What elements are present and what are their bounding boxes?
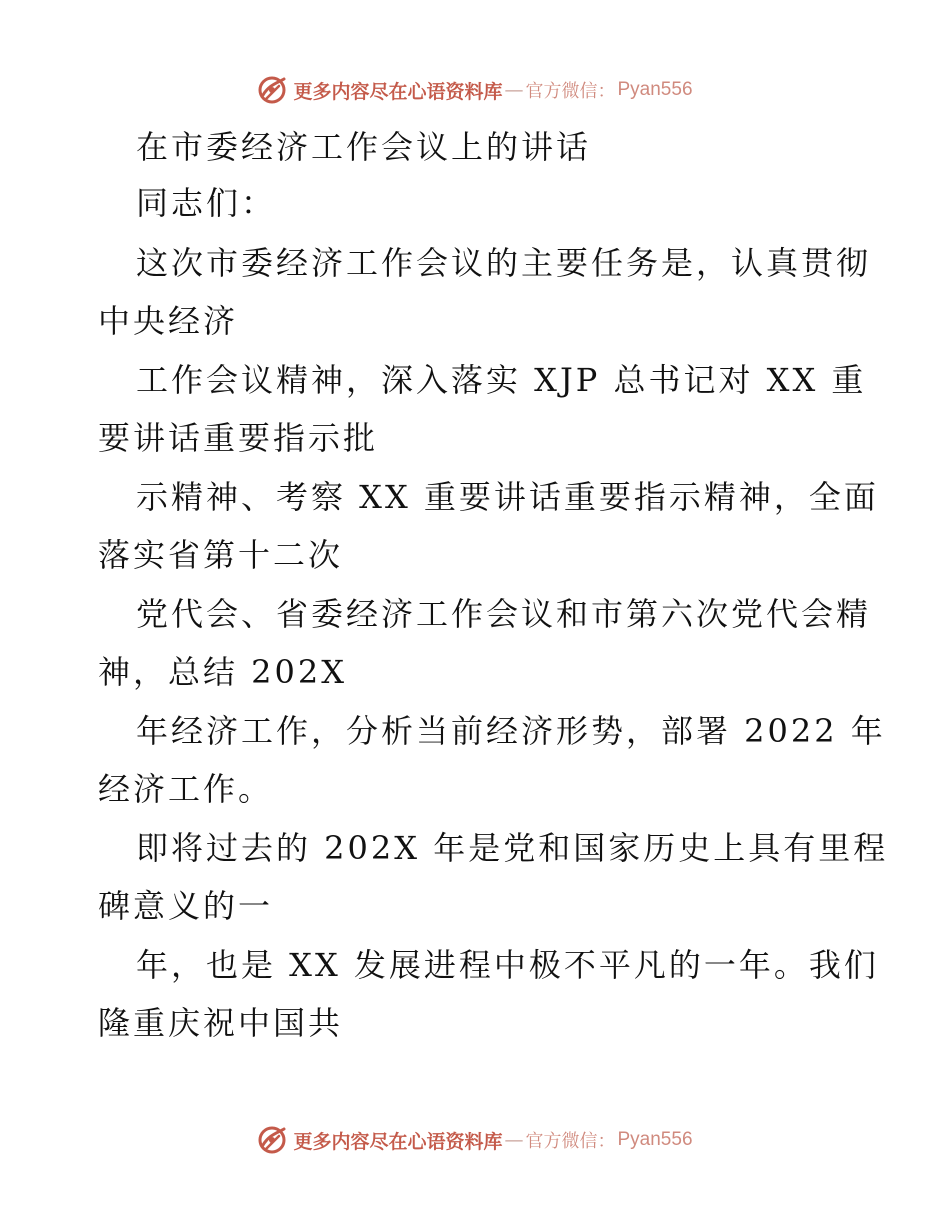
paragraph-line: 年经济工作，分析当前经济形势，部署 2022 年 bbox=[136, 712, 886, 750]
banner-wechat-id: Pyan556 bbox=[617, 1129, 693, 1150]
paragraph-line: 隆重庆祝中国共 bbox=[98, 1004, 344, 1042]
paragraph-line: 工作会议精神，深入落实 XJP 总书记对 XX 重 bbox=[136, 361, 867, 399]
salutation: 同志们： bbox=[136, 184, 277, 222]
paragraph-line: 年，也是 XX 发展进程中极不平凡的一年。我们 bbox=[136, 946, 879, 984]
paragraph-line: 要讲话重要指示批 bbox=[98, 419, 379, 457]
paragraph-line: 落实省第十二次 bbox=[98, 536, 344, 574]
footer-banner bbox=[0, 1120, 950, 1160]
banner-wechat-label: 官方微信： bbox=[525, 81, 616, 102]
banner-main-text: 更多内容尽在心语资料库 bbox=[293, 80, 503, 103]
paragraph-line: 这次市委经济工作会议的主要任务是，认真贯彻 bbox=[136, 244, 872, 282]
paragraph-line: 中央经济 bbox=[98, 302, 239, 340]
paragraph-line: 党代会、省委经济工作会议和市第六次党代会精 bbox=[136, 595, 872, 633]
header-banner bbox=[0, 70, 950, 110]
paragraph-line: 即将过去的 202X 年是党和国家历史上具有里程 bbox=[136, 829, 889, 867]
paragraph-line: 示精神、考察 XX 重要讲话重要指示精神，全面 bbox=[136, 478, 879, 516]
brand-logo-icon bbox=[257, 75, 287, 105]
banner-separator: — bbox=[504, 79, 524, 101]
document-title: 在市委经济工作会议上的讲话 bbox=[136, 128, 592, 166]
banner-main-text: 更多内容尽在心语资料库 bbox=[293, 1130, 503, 1153]
banner-separator: — bbox=[504, 1129, 524, 1151]
paragraph-line: 碑意义的一 bbox=[98, 887, 274, 925]
paragraph-line: 经济工作。 bbox=[98, 770, 274, 808]
banner-wechat-label: 官方微信： bbox=[525, 1131, 616, 1152]
brand-logo-icon bbox=[257, 1125, 287, 1155]
paragraph-line: 神，总结 202X bbox=[98, 653, 348, 691]
banner-wechat-id: Pyan556 bbox=[617, 79, 693, 100]
